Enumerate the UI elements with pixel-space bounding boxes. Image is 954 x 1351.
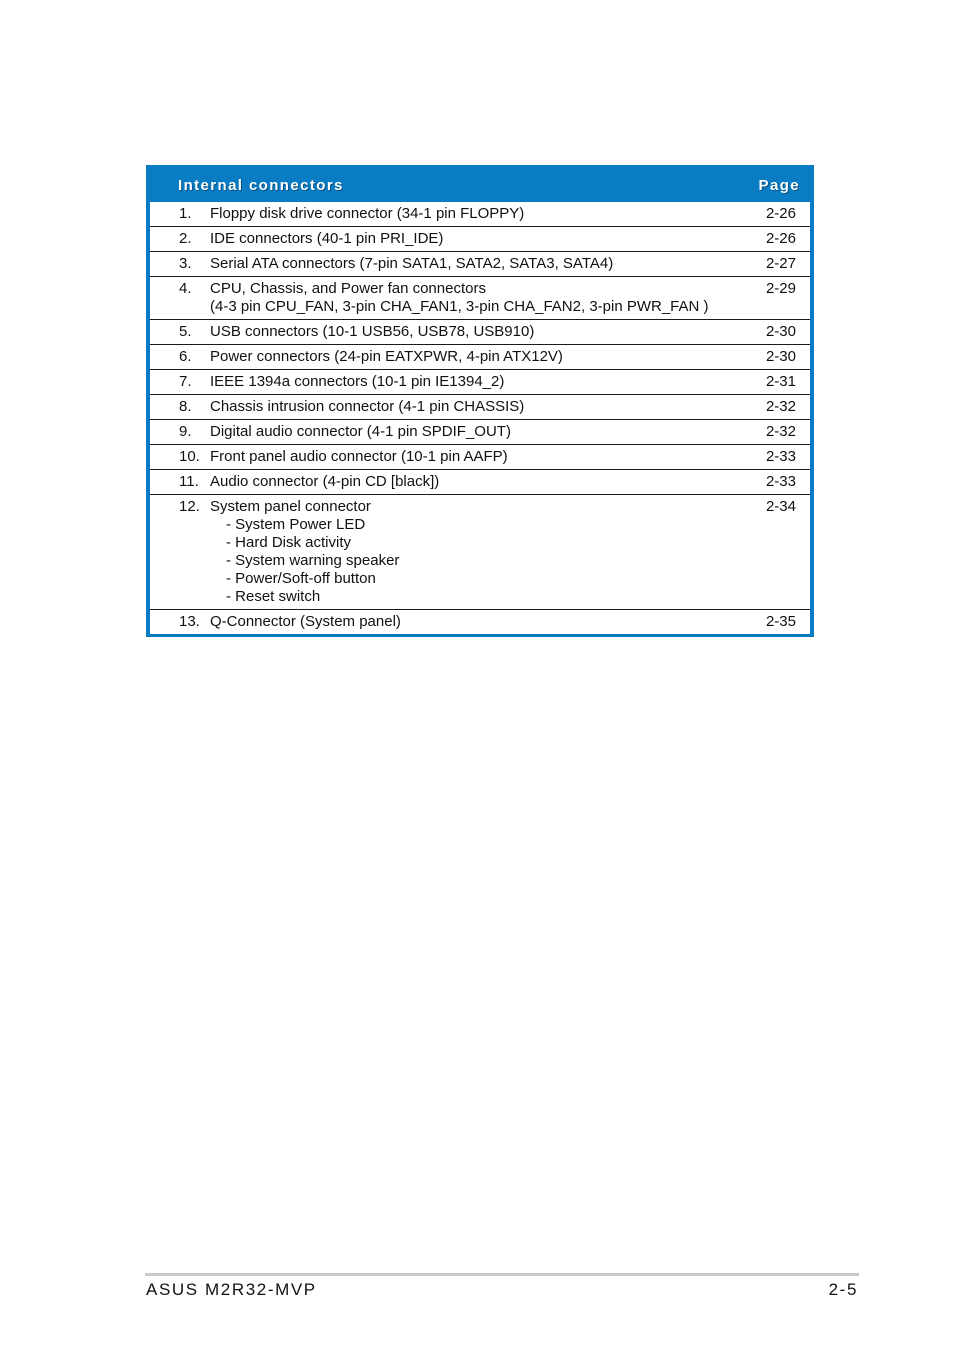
description-line: IDE connectors (40-1 pin PRI_IDE)	[210, 230, 444, 247]
row-page: 2-29	[765, 280, 796, 297]
row-description	[210, 498, 720, 606]
row-page: 2-30	[765, 348, 796, 365]
row-page: 2-33	[765, 473, 796, 490]
row-page: 2-31	[765, 373, 796, 390]
row-description	[210, 255, 720, 273]
header-internal-connectors: Internal connectors	[178, 177, 344, 194]
description-line: IEEE 1394a connectors (10-1 pin IE1394_2)	[210, 373, 505, 390]
row-page: 2-26	[765, 230, 796, 247]
description-line: Front panel audio connector (10-1 pin AAFP)	[210, 448, 508, 465]
row-description	[210, 348, 720, 366]
footer-divider	[145, 1273, 859, 1276]
table-row	[150, 277, 810, 320]
row-number: 11.	[179, 473, 199, 490]
row-description	[210, 473, 720, 491]
connectors-table	[146, 165, 814, 637]
row-number: 5.	[179, 323, 192, 340]
row-page: 2-32	[765, 423, 796, 440]
table-row	[150, 470, 810, 495]
table-row	[150, 420, 810, 445]
description-line: (4-3 pin CPU_FAN, 3-pin CHA_FAN1, 3-pin CHA_FAN2, 3-pin PWR_FAN )	[210, 298, 709, 315]
table-row	[150, 227, 810, 252]
row-description	[210, 423, 720, 441]
row-description	[210, 230, 720, 248]
footer-page-number: 2-5	[828, 1280, 858, 1299]
description-line: Power connectors (24-pin EATXPWR, 4-pin ATX12V)	[210, 348, 563, 365]
row-description	[210, 613, 720, 631]
description-line: Digital audio connector (4-1 pin SPDIF_OUT)	[210, 423, 511, 440]
row-page: 2-30	[765, 323, 796, 340]
description-line: CPU, Chassis, and Power fan connectors	[210, 280, 486, 297]
table-header	[150, 165, 810, 202]
description-line: USB connectors (10-1 USB56, USB78, USB910)	[210, 323, 535, 340]
row-description	[210, 448, 720, 466]
row-page: 2-35	[765, 613, 796, 630]
row-number: 2.	[179, 230, 192, 247]
row-page: 2-26	[765, 205, 796, 222]
sub-item: - System warning speaker	[226, 552, 400, 569]
row-description	[210, 398, 720, 416]
table-row	[150, 202, 810, 227]
sub-item: - Reset switch	[226, 588, 321, 605]
row-page: 2-33	[765, 448, 796, 465]
row-description	[210, 373, 720, 391]
sub-item: - Hard Disk activity	[226, 534, 352, 551]
row-number: 7.	[179, 373, 192, 390]
row-number: 13.	[179, 613, 200, 630]
sub-item: - System Power LED	[226, 516, 366, 533]
description-line: Q-Connector (System panel)	[210, 613, 401, 630]
row-number: 9.	[179, 423, 192, 440]
description-line: Chassis intrusion connector (4-1 pin CHASSIS)	[210, 398, 525, 415]
table-row	[150, 395, 810, 420]
row-description	[210, 280, 720, 316]
row-number: 6.	[179, 348, 192, 365]
table-row	[150, 252, 810, 277]
description-line: System panel connector	[210, 498, 371, 515]
table-body	[150, 202, 810, 634]
table-row	[150, 495, 810, 610]
description-line: Serial ATA connectors (7-pin SATA1, SATA2, SATA3, SATA4)	[210, 255, 614, 272]
table-row	[150, 345, 810, 370]
row-number: 3.	[179, 255, 192, 272]
row-number: 10.	[179, 448, 200, 465]
description-line: Floppy disk drive connector (34-1 pin FLOPPY)	[210, 205, 525, 222]
description-line: Audio connector (4-pin CD [black])	[210, 473, 440, 490]
row-page: 2-34	[765, 498, 796, 515]
row-description	[210, 205, 720, 223]
row-number: 1.	[179, 205, 192, 222]
table-row	[150, 445, 810, 470]
header-page: Page	[758, 177, 800, 194]
row-description	[210, 323, 720, 341]
row-page: 2-27	[765, 255, 796, 272]
row-number: 4.	[179, 280, 192, 297]
footer-product-name: ASUS M2R32-MVP	[146, 1280, 317, 1299]
row-number: 8.	[179, 398, 192, 415]
table-row	[150, 320, 810, 345]
sub-item: - Power/Soft-off button	[226, 570, 376, 587]
row-number: 12.	[179, 498, 200, 515]
table-row	[150, 370, 810, 395]
row-page: 2-32	[765, 398, 796, 415]
table-row	[150, 610, 810, 634]
